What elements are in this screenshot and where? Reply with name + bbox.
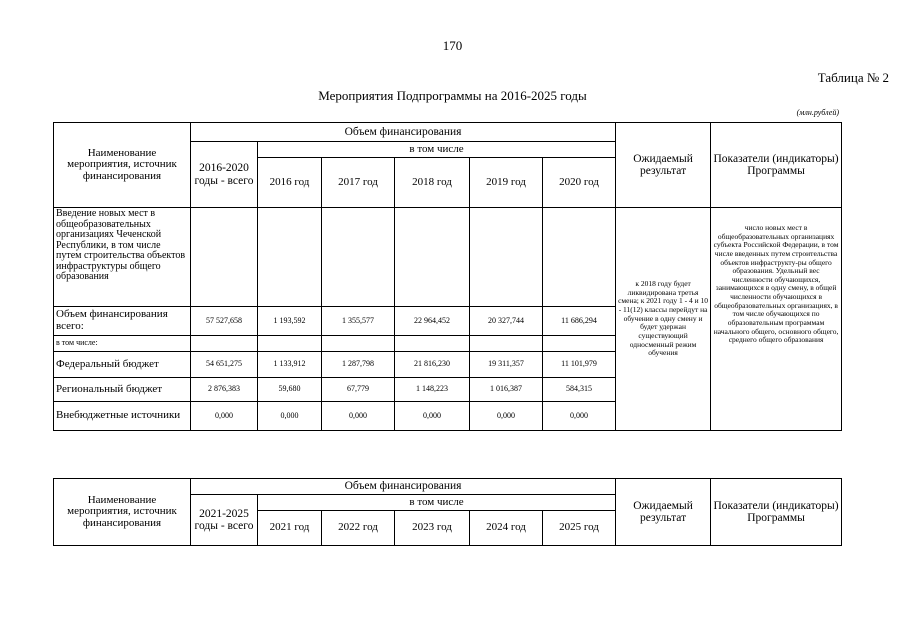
- cell-value: 20 327,744: [470, 307, 543, 336]
- page-title: Мероприятия Подпрограммы на 2016-2025 годы: [318, 88, 587, 103]
- header-name: Наименование мероприятия, источник финансирования: [54, 123, 191, 208]
- cell-value: 22 964,452: [395, 307, 470, 336]
- row-label: Внебюджетные источники: [54, 402, 191, 431]
- indicators-text: число новых мест в общеобразовательных организациях субъекта Российской Федерации, в том числе введенных путем строительства объектов инфраструкту-ры общего образования. Удельный вес численности обучающихся, занимающихся в одну смену, в общей численности обучающихся в общеобразовательных организациях, в том числе обучающихся по образовательным программам начального общего, основного общего, среднего общего образования: [711, 208, 842, 431]
- cell-value: 67,779: [322, 378, 395, 402]
- cell-value: 584,315: [543, 378, 616, 402]
- cell-value: 1 016,387: [470, 378, 543, 402]
- cell-value: 1 287,798: [322, 352, 395, 378]
- funding-table-2016-2020: [53, 122, 842, 431]
- cell-value: 1 148,223: [395, 378, 470, 402]
- year-header: 2017 год: [322, 158, 395, 208]
- cell-value: 0,000: [395, 402, 470, 431]
- header-funding: Объем финансирования: [191, 479, 616, 495]
- header-period-total: 2016-2020 годы - всего: [191, 142, 258, 208]
- activity-name: Введение новых мест в общеобразовательных организациях Чеченской Республики, в том числе путем строительства объектов инфраструктуры общего образования: [54, 208, 191, 307]
- year-header: 2025 год: [543, 511, 616, 546]
- year-header: 2024 год: [470, 511, 543, 546]
- row-label: в том числе:: [54, 336, 191, 352]
- units-note: (млн.рублей): [796, 108, 839, 117]
- header-indicators: Показатели (индикаторы) Программы: [711, 123, 842, 208]
- cell-value: 21 816,230: [395, 352, 470, 378]
- cell-value: 0,000: [258, 402, 322, 431]
- row-label: Объем финансирования всего:: [54, 307, 191, 336]
- cell-value: 11 101,979: [543, 352, 616, 378]
- year-header: 2020 год: [543, 158, 616, 208]
- cell-value: 1 193,592: [258, 307, 322, 336]
- cell-value: 0,000: [470, 402, 543, 431]
- year-header: 2016 год: [258, 158, 322, 208]
- header-funding: Объем финансирования: [191, 123, 616, 142]
- header-name: Наименование мероприятия, источник финансирования: [54, 479, 191, 546]
- table-label: Таблица № 2: [817, 70, 889, 85]
- year-header: 2018 год: [395, 158, 470, 208]
- cell-value: 19 311,357: [470, 352, 543, 378]
- header-period-total: 2021-2025 годы - всего: [191, 495, 258, 546]
- header-including: в том числе: [258, 142, 616, 158]
- cell-value: 1 355,577: [322, 307, 395, 336]
- expected-result: к 2018 году будет ликвидирована третья смена; к 2021 году 1 - 4 и 10 - 11(12) классы перейдут на обучение в одну смену и будет удержан существующий односменный режим обучения: [616, 208, 711, 431]
- year-header: 2019 год: [470, 158, 543, 208]
- cell-value: 0,000: [322, 402, 395, 431]
- cell-value: 0,000: [191, 402, 258, 431]
- year-header: 2022 год: [322, 511, 395, 546]
- year-header: 2021 год: [258, 511, 322, 546]
- row-label: Региональный бюджет: [54, 378, 191, 402]
- header-expected: Ожидаемый результат: [616, 479, 711, 546]
- cell-value: 57 527,658: [191, 307, 258, 336]
- page-number: 170: [442, 38, 463, 53]
- year-header: 2023 год: [395, 511, 470, 546]
- cell-value: 0,000: [543, 402, 616, 431]
- cell-value: 54 651,275: [191, 352, 258, 378]
- cell-value: 59,680: [258, 378, 322, 402]
- cell-value: 1 133,912: [258, 352, 322, 378]
- header-expected: Ожидаемый результат: [616, 123, 711, 208]
- header-indicators: Показатели (индикаторы) Программы: [711, 479, 842, 546]
- cell-value: 2 876,383: [191, 378, 258, 402]
- cell-value: 11 686,294: [543, 307, 616, 336]
- row-label: Федеральный бюджет: [54, 352, 191, 378]
- funding-table-2021-2025: [53, 478, 842, 546]
- header-including: в том числе: [258, 495, 616, 511]
